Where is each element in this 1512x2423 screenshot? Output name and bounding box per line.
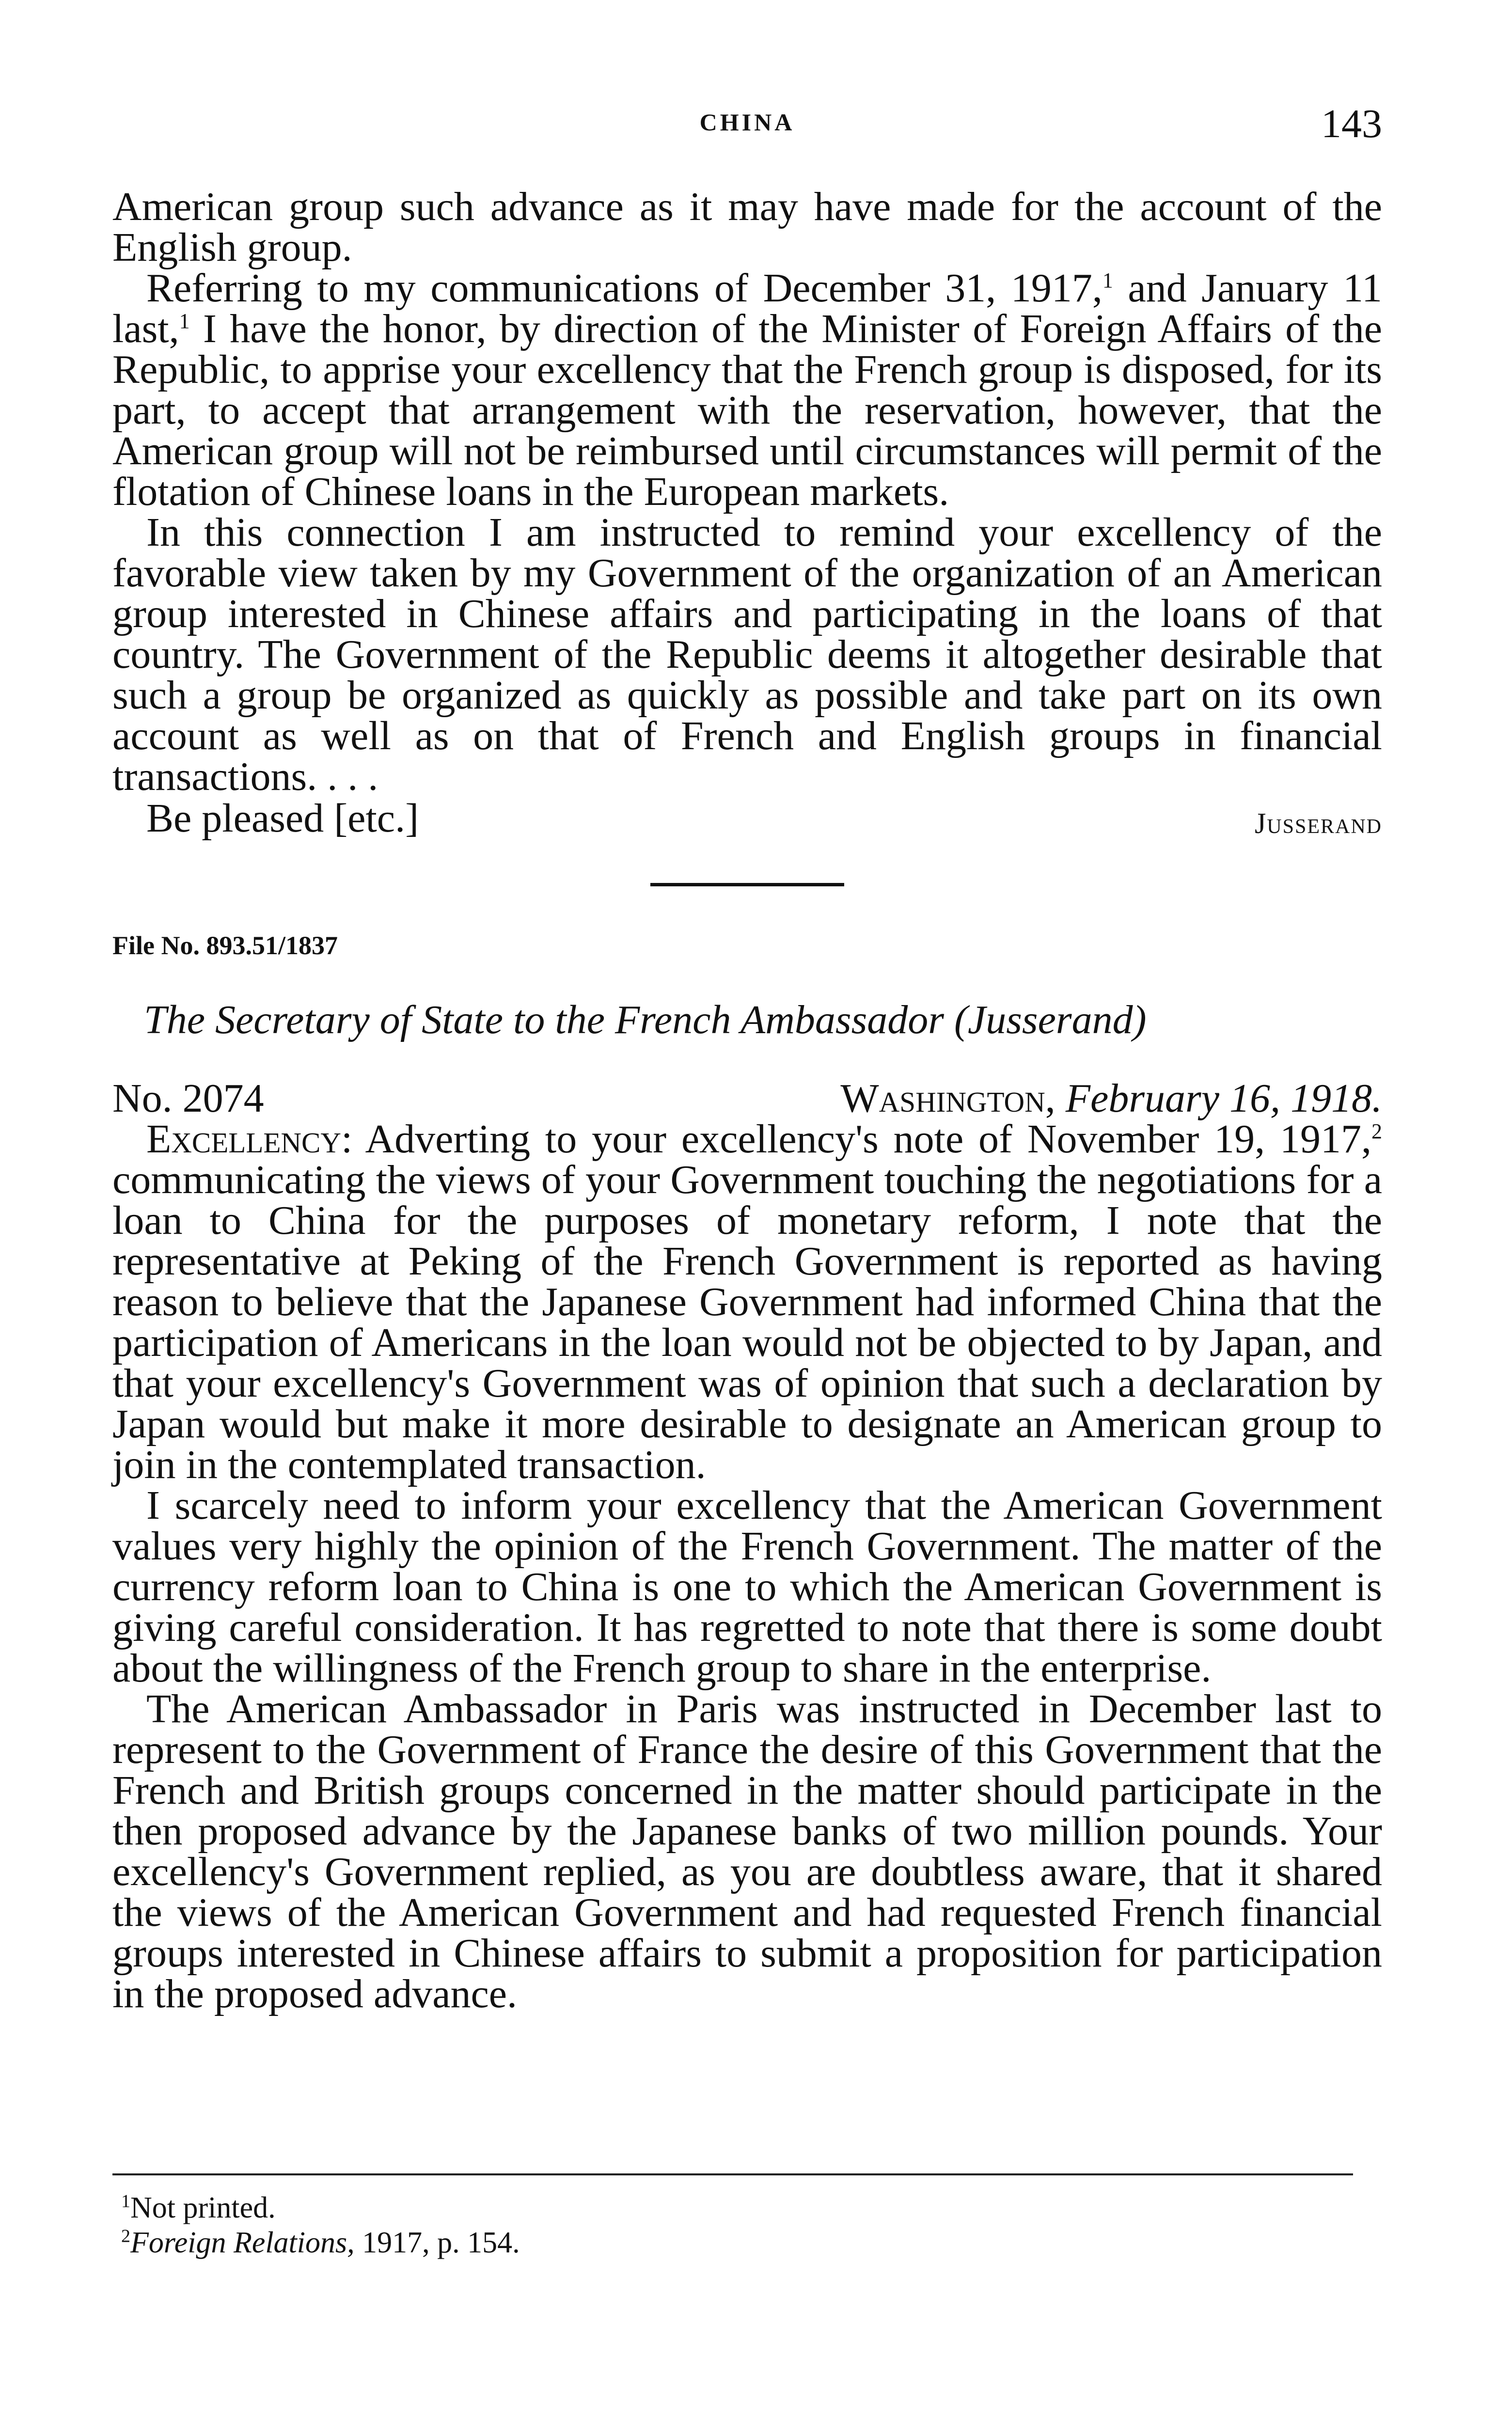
- section-divider: [650, 883, 844, 886]
- page-header: [112, 101, 1382, 148]
- footnote-source-title: Foreign Relations,: [130, 2226, 355, 2259]
- letter1-p2-text-c: I have the honor, by direction of the Minister of Foreign Affairs of the Republic, to apprise your excellency that the French group is disposed, for its part, to accept that arrangement with the reservation, however, that the American group will not be reimbursed until circumstances will permit of the flotation of Chinese loans in the European markets.: [112, 306, 1382, 514]
- dateline: [112, 1078, 1382, 1119]
- footnotes: [121, 2190, 520, 2260]
- letter1-paragraph-3: In this connection I am instructed to remind your excellency of the favorable view taken by my Government of the organization of an American group interested in Chinese affairs and participating in the loans of that country. The Government of the Republic deems it altogether desirable that such a group be organized as quickly as possible and take part on its own account as well as on that of French and English groups in financial transactions. . . .: [112, 510, 1382, 799]
- letter2-paragraph-2: I scarcely need to inform your excellency that the American Government values very highly the opinion of the French Government. The matter of the currency reform loan to China is one to which the American Government is giving careful consideration. It has regretted to note that there is some doubt about the willingness of the French group to share in the enterprise.: [112, 1483, 1382, 1691]
- footnote-text: Not printed.: [130, 2191, 276, 2224]
- letter1-p2-text-b: and January 11 last,: [112, 266, 1382, 351]
- footnote-ref: 1: [1102, 268, 1113, 292]
- footnote-2: [121, 2225, 520, 2260]
- page-body: [112, 184, 1382, 2016]
- footnote-1: [121, 2190, 520, 2225]
- footnote-mark: 1: [121, 2191, 130, 2212]
- footnote-ref: 1: [179, 309, 190, 333]
- running-head: CHINA: [699, 109, 795, 136]
- document-title: The Secretary of State to the French Ambassador (Jusserand): [144, 997, 1147, 1042]
- letter1-closing: [112, 798, 1382, 842]
- footnote-rule: [112, 2173, 1353, 2175]
- letter2-paragraph-1: [112, 1119, 1382, 1485]
- letter2-p1-text-b: communicating the views of your Government touching the negotiations for a loan to China for the purposes of monetary reform, I note that the representative at Peking of the French Government is reported as having reason to believe that the Japanese Government had informed China that the participation of Americans in the loan would not be objected to by Japan, and that your excellency's Government was of opinion that such a declaration by Japan would but make it more desirable to designate an American group to join in the contemplated transaction.: [112, 1157, 1382, 1487]
- letter2-paragraph-3: The American Ambassador in Paris was instructed in December last to represent to the Government of France the desire of this Government that the French and British groups concerned in the matter should participate in the then proposed advance by the Japanese banks of two million pounds. Your excellency's Government replied, as you are doubtless aware, that it shared the views of the American Government and had requested French financial groups interested in Chinese affairs to submit a proposition for participation in the proposed advance.: [112, 1686, 1382, 2016]
- closing-formula: Be pleased [etc.]: [146, 796, 419, 841]
- letter2-p1-text-a: Adverting to your excellency's note of November 19, 1917,: [352, 1117, 1371, 1162]
- letter1-p2-text-a: Referring to my communications of December 31, 1917,: [146, 266, 1102, 311]
- signature: Jusserand: [1254, 807, 1382, 839]
- place-and-date: [840, 1078, 1382, 1119]
- salutation: Excellency:: [146, 1117, 353, 1162]
- footnote-source-rest: 1917, p. 154.: [354, 2226, 520, 2259]
- date: February 16, 1918.: [1065, 1076, 1382, 1121]
- document-number: No. 2074: [112, 1076, 264, 1121]
- footnote-mark: 2: [121, 2226, 130, 2247]
- file-number: File No. 893.51/1837: [112, 931, 338, 960]
- place: Washington,: [840, 1076, 1055, 1121]
- letter1-paragraph-2: [112, 268, 1382, 512]
- page-number: 143: [1321, 101, 1382, 146]
- footnote-ref: 2: [1371, 1119, 1382, 1143]
- letter1-paragraph-1: American group such advance as it may have made for the account of the English group.: [112, 184, 1382, 270]
